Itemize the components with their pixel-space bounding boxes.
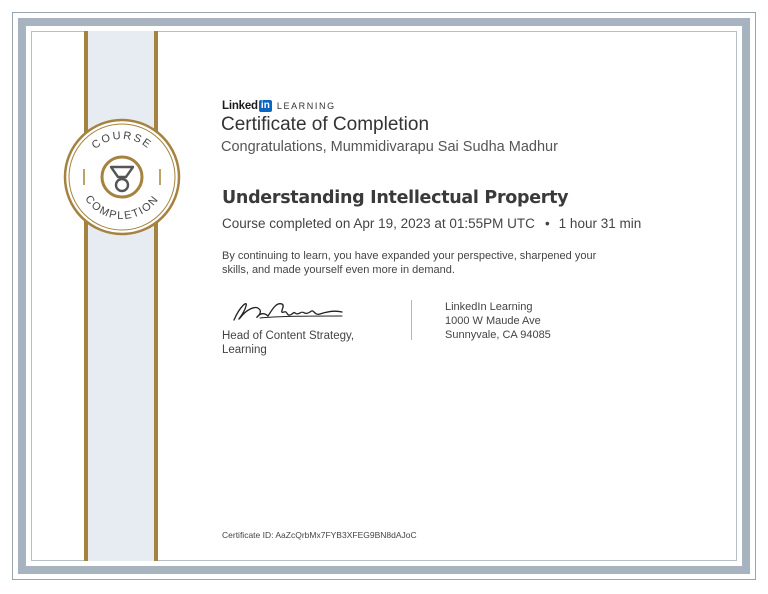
course-completion-seal: [62, 117, 182, 237]
logo-in-badge: in: [259, 100, 272, 112]
address-line-1: LinkedIn Learning: [445, 301, 533, 313]
completion-details: [222, 216, 641, 231]
signature-image: [230, 296, 348, 326]
seal-bottom-text: COMPLETION: [82, 193, 162, 223]
certificate-id: Certificate ID: AaZcQrbMx7FYB3XFEG9BN8dAJoC: [222, 530, 417, 540]
seal-top-text: COURSE: [89, 129, 155, 152]
linkedin-learning-logo: [222, 99, 336, 113]
congratulations-text: Congratulations, Mummidivarapu Sai Sudha Madhur: [221, 139, 558, 155]
company-address: [445, 300, 551, 342]
completion-blurb: By continuing to learn, you have expanded your perspective, sharpened your skills, and made yourself even more in demand.: [222, 250, 597, 276]
vertical-divider: [411, 300, 412, 340]
course-duration: 1 hour 31 min: [558, 216, 642, 231]
address-line-3: Sunnyvale, CA 94085: [445, 329, 551, 341]
certificate-title: Certificate of Completion: [221, 114, 430, 135]
address-line-2: 1000 W Maude Ave: [445, 315, 541, 327]
course-title: Understanding Intellectual Property: [222, 188, 569, 208]
completion-date: Course completed on Apr 19, 2023 at 01:55PM UTC: [222, 216, 535, 231]
logo-linked-text: Linked: [222, 100, 258, 112]
bullet-separator: •: [544, 216, 550, 231]
signer-title: Head of Content Strategy, Learning: [222, 330, 355, 356]
gold-ribbon: [84, 31, 158, 561]
logo-learning-text: LEARNING: [276, 101, 336, 111]
